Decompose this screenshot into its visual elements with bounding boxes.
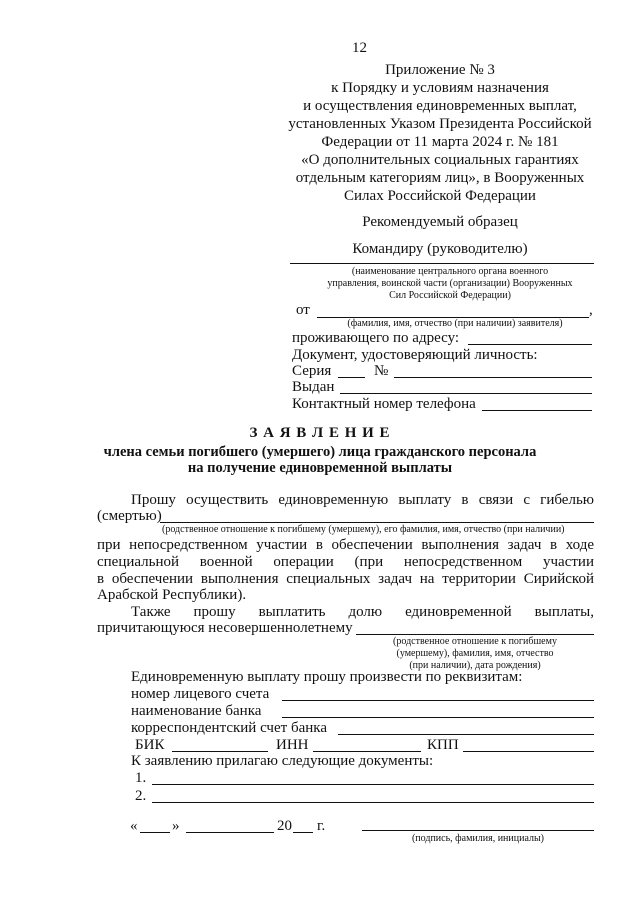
from-label: от — [296, 302, 310, 318]
date-day-line[interactable] — [140, 832, 170, 833]
org-name-line[interactable] — [290, 263, 594, 264]
date-quote-close: » — [172, 818, 180, 834]
details-intro: Единовременную выплату прошу произвести по реквизитам: — [131, 669, 523, 685]
appendix-line: и осуществления единовременных выплат, — [303, 98, 577, 114]
appendix-line: установленных Указом Президента Российской — [288, 116, 592, 132]
title-line-2: на получение единовременной выплаты — [187, 460, 453, 476]
phone-line[interactable] — [482, 410, 592, 411]
deceased-line[interactable] — [160, 522, 594, 523]
account-label: номер лицевого счета — [131, 686, 270, 702]
corr-label: корреспондентский счет банка — [131, 720, 327, 736]
kpp-line[interactable] — [463, 751, 594, 752]
appendix-line: к Порядку и условиям назначения — [331, 80, 549, 96]
p1-line: специальной военной операции (при непосредственном участии — [97, 554, 594, 570]
attach-item-2-line[interactable] — [152, 802, 594, 803]
p2-line2: причитающуюся несовершеннолетнему — [97, 620, 353, 636]
issued-line[interactable] — [340, 393, 592, 394]
recommended-sample: Рекомендуемый образец — [362, 214, 518, 230]
number-label: № — [374, 363, 389, 379]
bik-label: БИК — [135, 737, 165, 753]
appendix-line: отдельным категориям лиц», в Вооруженных — [295, 170, 585, 186]
series-label: Серия — [292, 363, 332, 379]
appendix-line: Силах Российской Федерации — [344, 188, 536, 204]
p1-last: Арабской Республики). — [97, 587, 247, 603]
deceased-hint: (родственное отношение к погибшему (умершему), его фамилия, имя, отчество (при наличии) — [162, 524, 565, 535]
p1-line: в обеспечении выполнения специальных задач на территории Сирийской — [97, 571, 594, 587]
number-line[interactable] — [394, 377, 592, 378]
org-hint-1: (наименование центрального органа военного — [351, 266, 549, 277]
signature-hint: (подпись, фамилия, инициалы) — [411, 833, 545, 844]
addressee: Командиру (руководителю) — [352, 241, 528, 257]
date-month-line[interactable] — [186, 832, 274, 833]
minor-hint-1: (родственное отношение к погибшему — [393, 636, 557, 647]
inn-line[interactable] — [313, 751, 421, 752]
residing-label: проживающего по адресу: — [292, 330, 460, 346]
minor-hint-2: (умершему), фамилия, имя, отчество — [396, 648, 554, 659]
p1-start: Прошу осуществить единовременную выплату в связи с гибелью — [131, 492, 594, 508]
appendix-line: Федерации от 11 марта 2024 г. № 181 — [321, 134, 559, 150]
address-line[interactable] — [468, 344, 592, 345]
issued-label: Выдан — [292, 379, 335, 395]
p1-death: (смертью) — [97, 508, 162, 524]
org-hint-3: Сил Российской Федерации) — [389, 290, 511, 301]
account-line[interactable] — [282, 700, 594, 701]
date-year-line[interactable] — [293, 832, 313, 833]
date-year-suffix: г. — [317, 818, 326, 834]
appendix-line: «О дополнительных социальных гарантиях — [301, 152, 579, 168]
phone-label: Контактный номер телефона — [292, 396, 476, 412]
series-line[interactable] — [338, 377, 365, 378]
document-title: З А Я В Л Е Н И Е — [249, 425, 391, 441]
p2-start: Также прошу выплатить долю единовременной выплаты, — [131, 604, 594, 620]
attach-item-1-num: 1. — [135, 770, 147, 786]
corr-line[interactable] — [338, 734, 594, 735]
page-number: 12 — [352, 40, 367, 56]
p1-line: при непосредственном участии в обеспечении выполнения задач в ходе — [97, 537, 594, 553]
bank-label: наименование банка — [131, 703, 262, 719]
attach-item-2-num: 2. — [135, 788, 147, 804]
kpp-label: КПП — [427, 737, 459, 753]
document-label: Документ, удостоверяющий личность: — [292, 347, 538, 363]
from-comma: , — [589, 302, 593, 318]
attach-item-1-line[interactable] — [152, 784, 594, 785]
applicant-hint: (фамилия, имя, отчество (при наличии) заявителя) — [347, 318, 563, 329]
signature-line[interactable] — [362, 830, 594, 831]
bank-line[interactable] — [282, 717, 594, 718]
date-quote-open: « — [130, 818, 138, 834]
title-line-1: члена семьи погибшего (умершего) лица гражданского персонала — [103, 444, 537, 460]
minor-hint-3: (при наличии), дата рождения) — [409, 660, 541, 671]
attach-label: К заявлению прилагаю следующие документы: — [131, 753, 434, 769]
org-hint-2: управления, воинской части (организации) Вооруженных — [327, 278, 573, 289]
minor-line[interactable] — [356, 634, 594, 635]
inn-label: ИНН — [276, 737, 309, 753]
date-year-prefix: 20 — [277, 818, 292, 834]
bik-line[interactable] — [172, 751, 268, 752]
appendix-line: Приложение № 3 — [385, 62, 495, 78]
